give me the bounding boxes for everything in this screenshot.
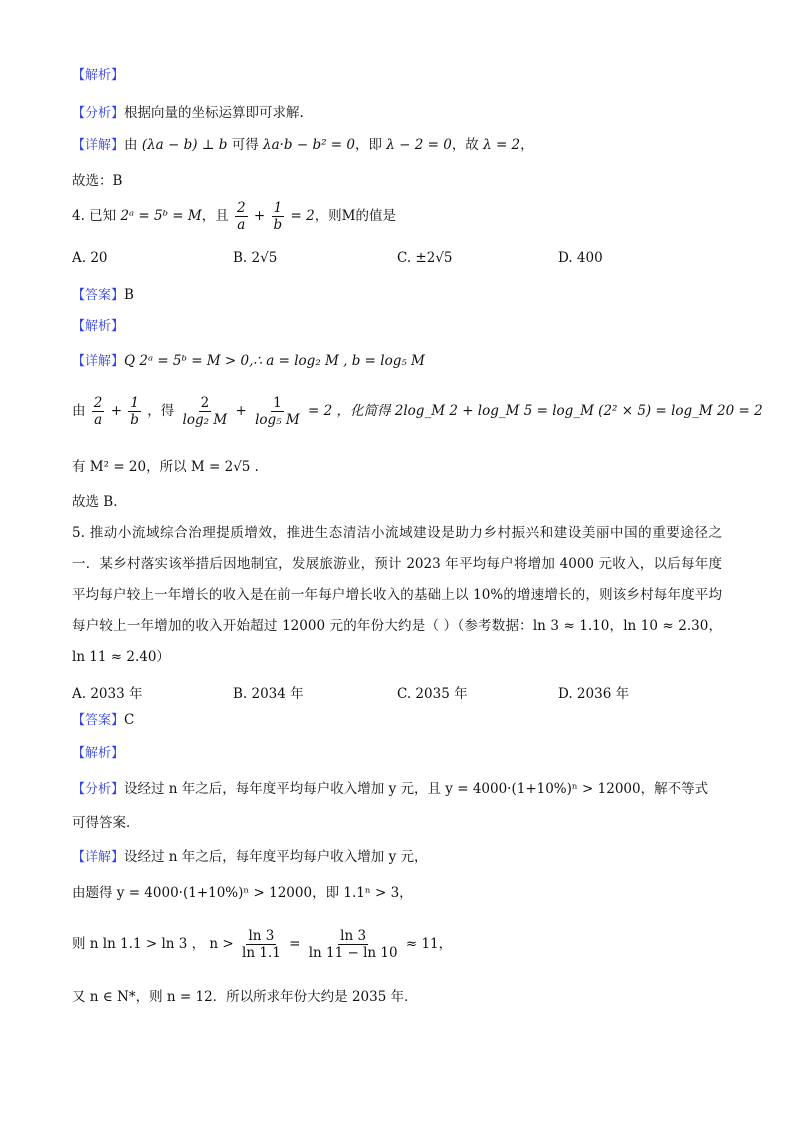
option-b: B. 2034 年	[233, 686, 304, 702]
fraction: $\frac{1}{\text{log₅ M}}$	[255, 395, 300, 428]
option-c: C. 2035 年	[397, 686, 468, 702]
analysis-heading: 【解析】	[72, 68, 125, 83]
detail-line-2: 由题得 y = 4000·(1+10%)ⁿ > 12000，即 1.1ⁿ > 3，	[72, 885, 413, 901]
option-a: A. 20	[72, 250, 108, 266]
detail-line: 【详解】由 (λa − b) ⊥ b 可得 λa·b − b² = 0，即 λ − 2 = 0，故 λ = 2，	[72, 137, 534, 153]
fraction: $\frac{2}{\text{log₂ M}}$	[182, 395, 228, 428]
analysis-line: 【分析】设经过 n 年之后，每年度平均每户收入增加 y 元，且 y = 4000·(1+10%)ⁿ > 12000，解不等式	[72, 781, 709, 797]
detail-line-3: 有 M² = 20，所以 M = 2√5 .	[72, 459, 259, 475]
option-d: D. 2036 年	[558, 686, 630, 702]
analysis-line: 【分析】根据向量的坐标运算即可求解.	[72, 105, 304, 121]
answer-line: 【答案】B	[72, 287, 134, 303]
detail-line-3: 则 n ln 1.1 > ln 3 ， n > $\frac{\ln 3}{\ln 1.1}$ = $\frac{\ln 3}{\ln 11 - \ln 10}$ ≈ 11，	[72, 928, 453, 961]
detail-line-2: 由 $\frac{2}{a}$ + $\frac{1}{b}$ ，得 $\frac{2}{\text{log₂ M}}$ + $\frac{1}{\text{log₅ M}}$ = 2 ，化简得 2log_M 2 + log_M 5 = log_M (2² × 5) = log_M 20 = 2	[72, 395, 763, 428]
choice-line: 故选 B.	[72, 494, 118, 510]
detail-line: 【详解】设经过 n 年之后，每年度平均每户收入增加 y 元，	[72, 849, 428, 865]
option-c: C. ±2√5	[397, 250, 453, 266]
fraction: $\frac{2}{a}$	[237, 200, 246, 233]
analysis-line-2: 可得答案．	[72, 815, 140, 831]
fraction: $\frac{\ln 3}{\ln 1.1}$	[242, 928, 281, 961]
question-5-stem: 5. 推动小流域综合治理提质增效，推进生态清洁小流域建设是助力乡村振兴和建设美丽中国的重要途径之一．某乡村落实该举措后因地制宜，发展旅游业，预计 2023 年平均每户将增加 4000 元收入，以后每年度平均每户较上一年增长的收入是在前一年每户增长收入的基础上以 10%的增速增长的，则该乡村每年度平均每户较上一年增加的收入开始超过 12000 元的年份大约是（ ）（参考数据：ln 3 ≈ 1.10，ln 10 ≈ 2.30，ln 11 ≈ 2.40）	[72, 525, 722, 665]
question-4-stem: 4. 已知 2ᵃ = 5ᵇ = M，且 $\frac{2}{a}$ + $\frac{1}{b}$ = 2，则M的值是	[72, 200, 397, 233]
fraction: $\frac{1}{b}$	[130, 395, 139, 428]
detail-line: 【详解】Q 2ᵃ = 5ᵇ = M > 0,∴ a = log₂ M , b = log₅ M	[72, 353, 425, 369]
detail-line-4: 又 n ∈ N*，则 n = 12．所以所求年份大约是 2035 年．	[72, 989, 418, 1005]
fraction: $\frac{1}{b}$	[273, 200, 283, 233]
option-d: D. 400	[558, 250, 603, 266]
analysis-heading: 【解析】	[72, 746, 125, 761]
fraction: $\frac{\ln 3}{\ln 11 - \ln 10}$	[308, 928, 398, 961]
fraction: $\frac{2}{a}$	[93, 395, 103, 428]
option-b: B. 2√5	[233, 250, 278, 266]
choice-line: 故选：B	[72, 173, 123, 189]
answer-line: 【答案】C	[72, 712, 135, 728]
option-a: A. 2033 年	[72, 686, 143, 702]
analysis-heading: 【解析】	[72, 319, 125, 334]
